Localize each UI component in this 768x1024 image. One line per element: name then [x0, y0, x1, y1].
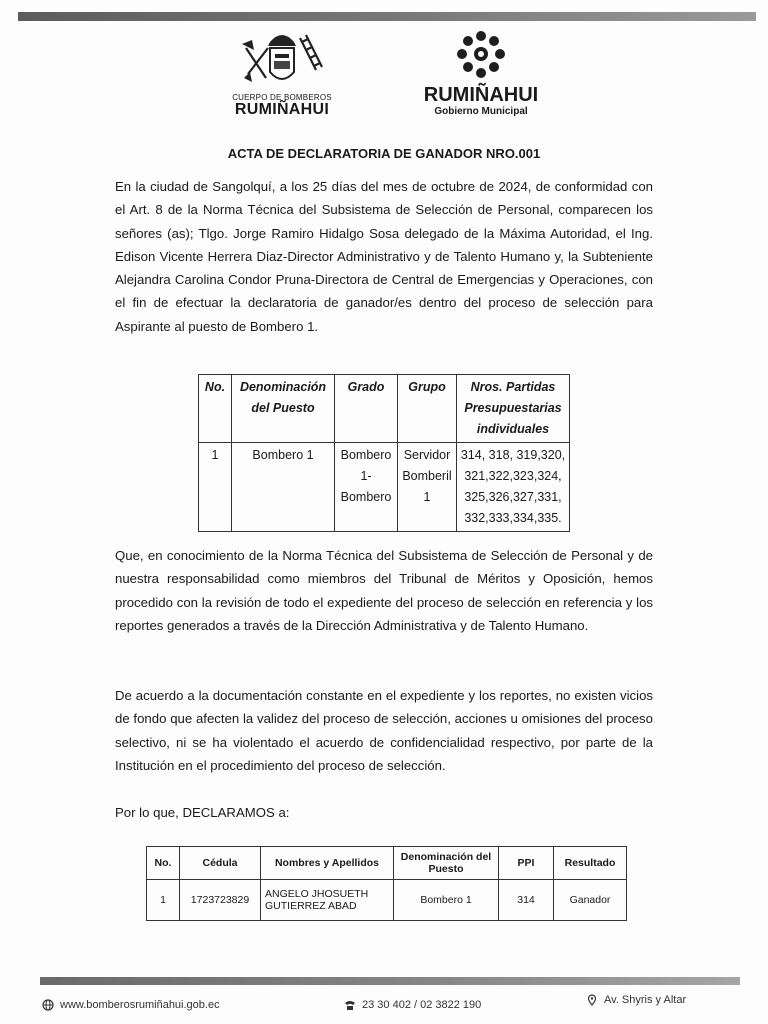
bomberos-name: RUMIÑAHUI	[234, 101, 330, 118]
paragraph-validity: De acuerdo a la documentación constante en el expediente y los reportes, no existen vicios de fondo que afecten la validez del proceso de selección, acciones u omisiones del proceso selectivo, ni se ha violentado el acuerdo de confidencialidad respectivo, por parte de la Institución en el procedimiento del proceso de selección.	[115, 688, 653, 773]
footer-web	[42, 999, 220, 1011]
cell-denominacion: Bombero 1	[394, 880, 499, 921]
flower-emblem-icon	[454, 28, 508, 82]
col-denominacion: Denominación del Puesto	[394, 847, 499, 880]
paragraph-intro: En la ciudad de Sangolquí, a los 25 días del mes de octubre de 2024, de conformidad con el Art. 8 de la Norma Técnica del Subsistema de Selección de Personal, comparecen los señores (as); Tlgo. Jorge Ramiro Hidalgo Sosa delegado de la Máxima Autoridad, el Ing. Edison Vicente Herrera Diaz-Director Administrativo y de Talento Humano y, la Subteniente Alejandra Carolina Condor Pruna-Directora de Central de Emergencias y Operaciones, con el fin de efectuar la declaratoria de ganador/es dentro del proceso de selección para Aspirante al puesto de Bombero 1.	[115, 179, 653, 334]
location-pin-icon	[586, 994, 598, 1006]
col-nombres: Nombres y Apellidos	[261, 847, 394, 880]
municipal-logo	[416, 28, 546, 128]
col-no: No.	[147, 847, 180, 880]
footer-address-text: Av. Shyris y Altar	[604, 994, 687, 1006]
cell-no: 1	[199, 443, 232, 532]
cell-nombres: ANGELO JHOSUETH GUTIERREZ ABAD	[261, 880, 394, 921]
cell-grupo: Servidor Bomberil 1	[398, 443, 457, 532]
col-denominacion: Denominación del Puesto	[232, 375, 335, 443]
document-title: ACTA DE DECLARATORIA DE GANADOR NRO.001	[227, 146, 541, 161]
cell-ppi: 314	[499, 880, 554, 921]
table-row	[199, 443, 570, 532]
municipal-subtitle: Gobierno Municipal	[434, 106, 528, 117]
bomberos-logo	[222, 28, 342, 128]
bomberos-caption: CUERPO DE BOMBEROS	[232, 93, 332, 102]
col-grado: Grado	[335, 375, 398, 443]
winner-table	[146, 846, 627, 921]
globe-icon	[42, 999, 54, 1011]
paragraph-declaration: Por lo que, DECLARAMOS a:	[115, 805, 290, 820]
bomberos-emblem-icon	[240, 28, 324, 92]
header-bar	[18, 12, 756, 21]
footer-phone-text: 23 30 402 / 02 3822 190	[362, 999, 482, 1011]
footer-web-text: www.bomberosrumiñahui.gob.ec	[60, 999, 220, 1011]
position-table	[198, 374, 570, 532]
col-cedula: Cédula	[180, 847, 261, 880]
cell-resultado: Ganador	[554, 880, 627, 921]
table-header-row	[147, 847, 627, 880]
footer-phone	[344, 999, 481, 1011]
cell-no: 1	[147, 880, 180, 921]
footer-bar	[40, 977, 740, 985]
table-header-row	[199, 375, 570, 443]
footer-address	[586, 994, 686, 1006]
col-ppi: PPI	[499, 847, 554, 880]
cell-denominacion: Bombero 1	[232, 443, 335, 532]
col-grupo: Grupo	[398, 375, 457, 443]
paragraph-knowledge: Que, en conocimiento de la Norma Técnica del Subsistema de Selección de Personal y de nuestra responsabilidad como miembros del Tribunal de Méritos y Oposición, hemos procedido con la revisión de todo el expediente del proceso de selección en referencia y los reportes generados a través de la Dirección Administrativa y de Talento Humano.	[115, 548, 653, 633]
col-no: No.	[199, 375, 232, 443]
cell-partidas: 314, 318, 319,320, 321,322,323,324, 325,326,327,331, 332,333,334,335.	[457, 443, 570, 532]
table-row	[147, 880, 627, 921]
cell-grado: Bombero 1-Bombero	[335, 443, 398, 532]
col-partidas: Nros. Partidas Presupuestarias individuales	[457, 375, 570, 443]
municipal-name: RUMIÑAHUI	[423, 84, 539, 106]
cell-cedula: 1723723829	[180, 880, 261, 921]
phone-icon	[344, 999, 356, 1011]
col-resultado: Resultado	[554, 847, 627, 880]
